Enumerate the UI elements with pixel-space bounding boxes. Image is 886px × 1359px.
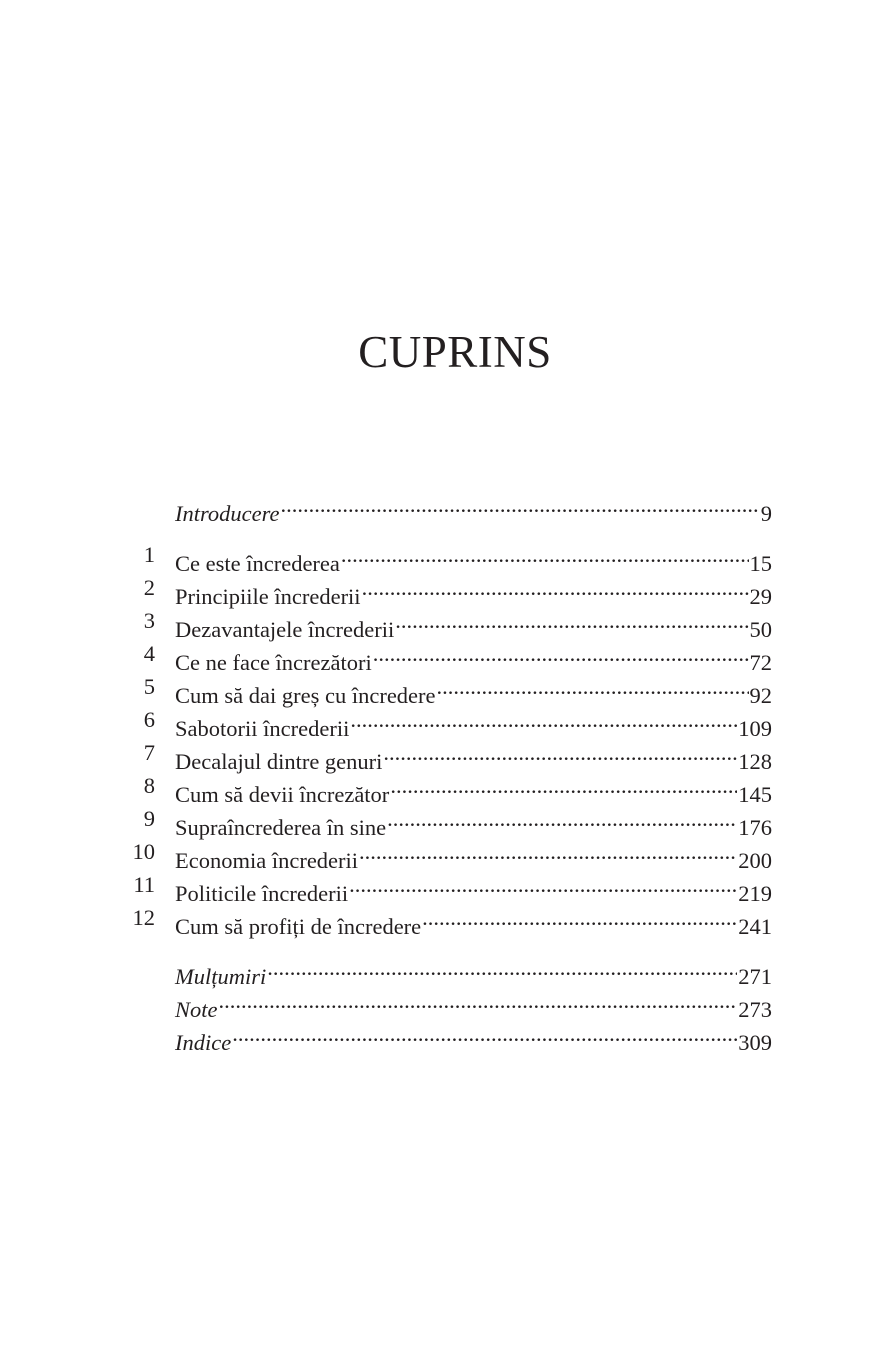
- toc-entry-content: [175, 901, 772, 943]
- toc-entry-page: 15: [749, 551, 772, 576]
- chapter-number: 3: [143, 608, 155, 633]
- toc-entry-title: Ce este încrederea: [175, 551, 340, 576]
- toc-entry-page: 128: [738, 749, 772, 774]
- toc-entry-page: 109: [738, 716, 772, 741]
- toc-entry-title: Cum să devii încrezător: [175, 782, 390, 807]
- chapter-number: 1: [143, 542, 155, 567]
- toc-entry-page: 145: [738, 782, 772, 807]
- dot-leader: [359, 835, 737, 868]
- page-title: CUPRINS: [358, 327, 552, 377]
- table-of-contents: [120, 488, 772, 1055]
- toc-entry-page: 241: [738, 914, 772, 939]
- dot-leader: [383, 736, 737, 769]
- toc-chapter-1[interactable]: [120, 538, 772, 576]
- dot-leader: [341, 538, 749, 571]
- toc-entry-title: Ce ne face încrezători: [175, 650, 372, 675]
- dot-leader: [350, 703, 737, 736]
- chapter-number: 5: [143, 674, 155, 699]
- dot-leader: [362, 571, 749, 604]
- toc-chapter-9[interactable]: [120, 802, 772, 840]
- dot-leader: [373, 637, 749, 670]
- dot-leader: [267, 951, 737, 984]
- toc-chapter-11[interactable]: [120, 868, 772, 906]
- chapter-number: 10: [132, 839, 155, 864]
- dot-leader: [387, 802, 737, 835]
- toc-entry-title: Introducere: [175, 501, 280, 526]
- toc-entry-page: 72: [749, 650, 772, 675]
- toc-entry-page: 50: [749, 617, 772, 642]
- toc-entry-title: Principiile încrederii: [175, 584, 361, 609]
- toc-entry-title: Cum să dai greș cu încredere: [175, 683, 436, 708]
- toc-chapter-2[interactable]: [120, 571, 772, 609]
- chapter-number: 2: [143, 575, 155, 600]
- dot-leader: [437, 670, 749, 703]
- chapter-number: 4: [143, 641, 155, 666]
- dot-leader: [395, 604, 748, 637]
- toc-entry-page: 9: [760, 501, 772, 526]
- toc-entry-title: Indice: [175, 1030, 232, 1055]
- toc-entry-title: Sabotorii încrederii: [175, 716, 350, 741]
- toc-chapter-10[interactable]: [120, 835, 772, 873]
- dot-leader: [219, 984, 738, 1017]
- toc-entry-content: [175, 1017, 772, 1059]
- toc-entry-multumiri[interactable]: [120, 951, 772, 989]
- toc-chapter-3[interactable]: [120, 604, 772, 642]
- toc-entry-title: Economia încrederii: [175, 848, 359, 873]
- toc-entry-introducere[interactable]: [120, 488, 772, 526]
- dot-leader: [390, 769, 737, 802]
- toc-entry-page: 92: [749, 683, 772, 708]
- toc-entry-title: Politicile încrederii: [175, 881, 349, 906]
- dot-leader: [232, 1017, 737, 1050]
- toc-chapter-8[interactable]: [120, 769, 772, 807]
- dot-leader: [349, 868, 737, 901]
- toc-chapter-6[interactable]: [120, 703, 772, 741]
- toc-entry-page: 200: [738, 848, 772, 873]
- toc-chapter-12[interactable]: [120, 901, 772, 939]
- chapter-number: 8: [143, 773, 155, 798]
- toc-chapter-4[interactable]: [120, 637, 772, 675]
- toc-entry-page: 219: [738, 881, 772, 906]
- chapter-number: 12: [132, 905, 155, 930]
- toc-entry-title: Mulțumiri: [175, 964, 267, 989]
- toc-entry-title: Note: [175, 997, 218, 1022]
- chapter-number: 11: [133, 872, 155, 897]
- toc-entry-title: Decalajul dintre genuri: [175, 749, 383, 774]
- chapter-number: 6: [143, 707, 155, 732]
- toc-entry-content: [175, 488, 772, 530]
- toc-entry-title: Supraîncrederea în sine: [175, 815, 387, 840]
- toc-entry-note[interactable]: [120, 984, 772, 1022]
- toc-entry-page: 309: [738, 1030, 772, 1055]
- toc-entry-page: 271: [738, 964, 772, 989]
- toc-entry-title: Cum să profiți de încredere: [175, 914, 422, 939]
- toc-entry-page: 176: [738, 815, 772, 840]
- toc-entry-title: Dezavantajele încrederii: [175, 617, 395, 642]
- dot-leader: [281, 488, 760, 521]
- toc-entry-page: 29: [749, 584, 772, 609]
- toc-chapter-5[interactable]: [120, 670, 772, 708]
- toc-entry-indice[interactable]: [120, 1017, 772, 1055]
- chapter-number: 7: [143, 740, 155, 765]
- dot-leader: [422, 901, 737, 934]
- toc-chapter-7[interactable]: [120, 736, 772, 774]
- toc-entry-page: 273: [738, 997, 772, 1022]
- chapter-number: 9: [143, 806, 155, 831]
